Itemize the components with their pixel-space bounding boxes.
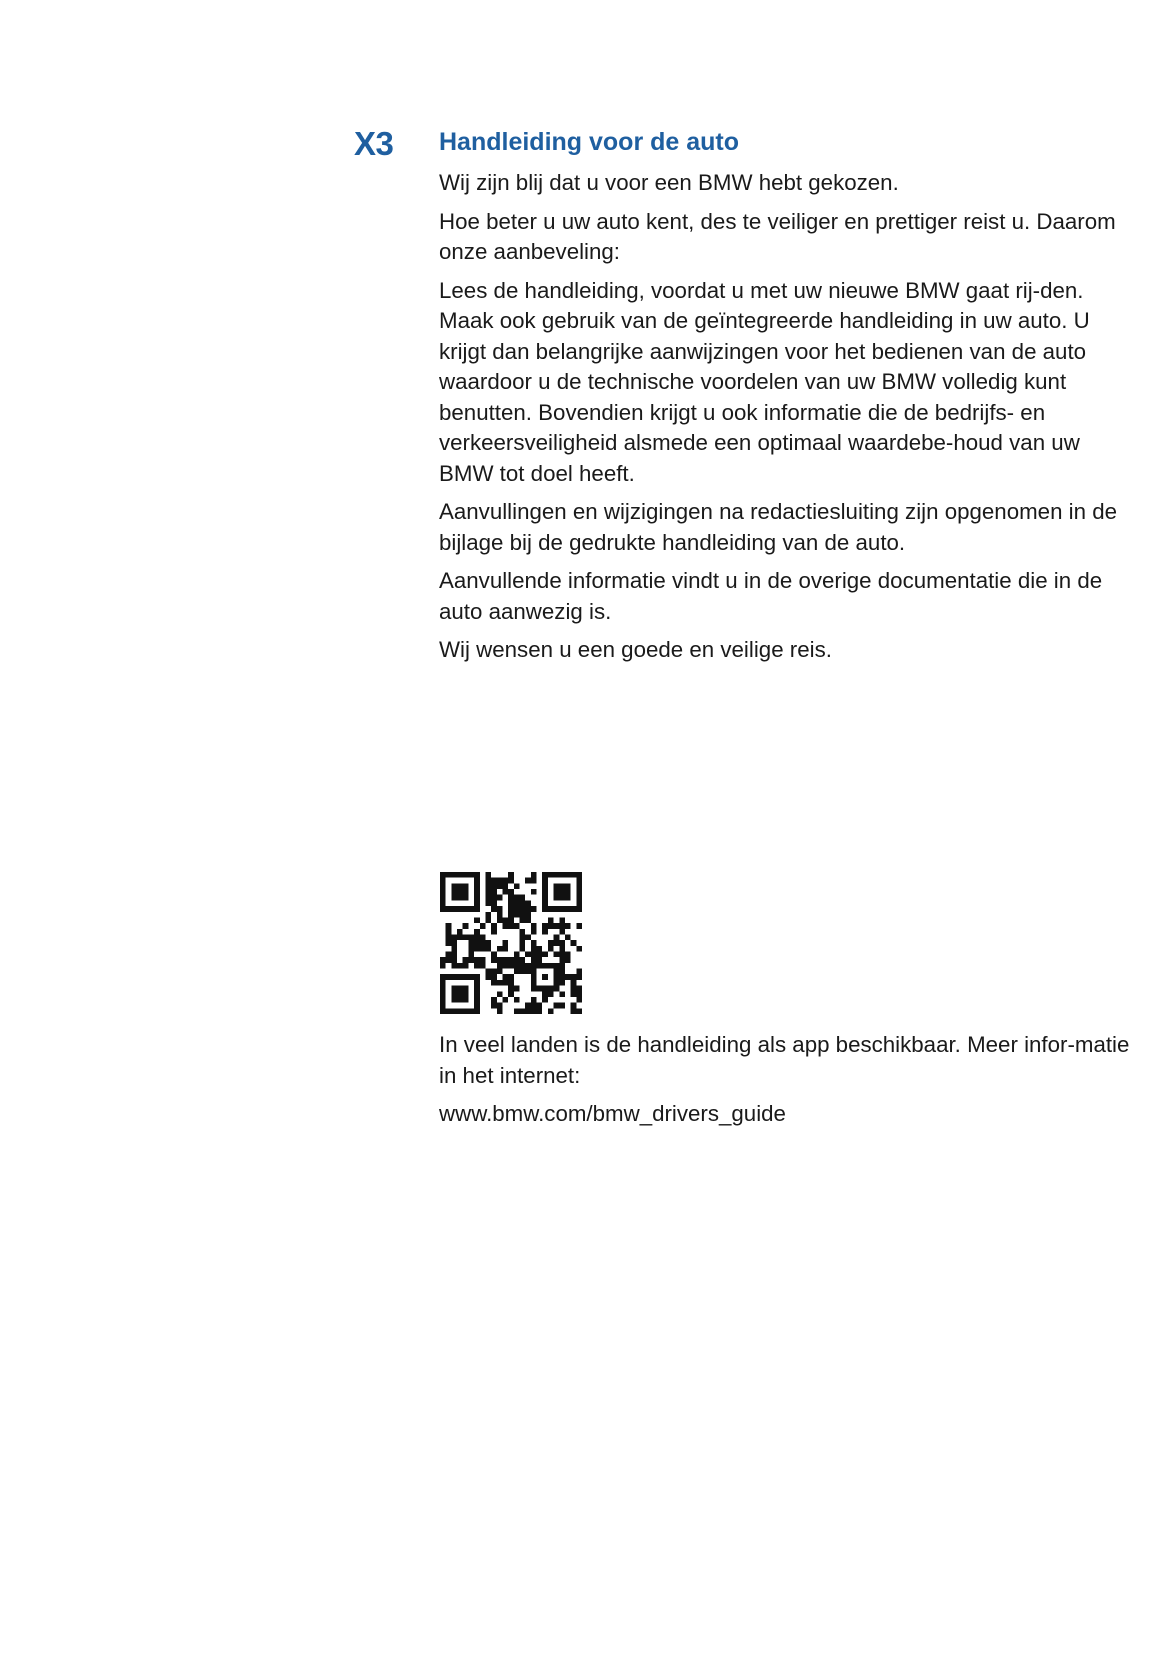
page-title: Handleiding voor de auto — [439, 128, 740, 156]
intro-paragraph: Lees de handleiding, voordat u met uw nieuwe BMW gaat rij-den. Maak ook gebruik van de geïntegreerde handleiding in uw auto. U krijgt dan belangrijke aanwijzingen voor het bedienen van de auto waardoor u de technische voordelen van uw BMW volledig kunt benutten. Bovendien krijgt u ook informatie die de bedrijfs- en verkeersveiligheid alsmede een optimaal waardebe-houd van uw BMW tot doel heeft. — [439, 277, 1090, 486]
intro-paragraph: Hoe beter u uw auto kent, des te veiliger en prettiger reist u. Daarom onze aanbeveling: — [439, 208, 1116, 264]
drivers-guide-link[interactable]: www.bmw.com/bmw_drivers_guide — [439, 1101, 786, 1126]
intro-paragraph: Wij wensen u een goede en veilige reis. — [439, 637, 832, 662]
app-info-section — [439, 1030, 1139, 1130]
intro-paragraph: Aanvullingen en wijzigingen na redactiesluiting zijn opgenomen in de bijlage bij de gedrukte handleiding van de auto. — [439, 499, 1118, 555]
app-info-text: In veel landen is de handleiding als app beschikbaar. Meer infor-matie in het internet: — [439, 1032, 1130, 1088]
intro-section — [439, 124, 1139, 674]
model-name: X3 — [354, 125, 394, 162]
intro-paragraph: Aanvullende informatie vindt u in de overige documentatie die in de auto aanwezig is. — [439, 568, 1103, 624]
intro-paragraph: Wij zijn blij dat u voor een BMW hebt gekozen. — [439, 170, 899, 195]
qr-code-icon[interactable] — [440, 872, 582, 1014]
